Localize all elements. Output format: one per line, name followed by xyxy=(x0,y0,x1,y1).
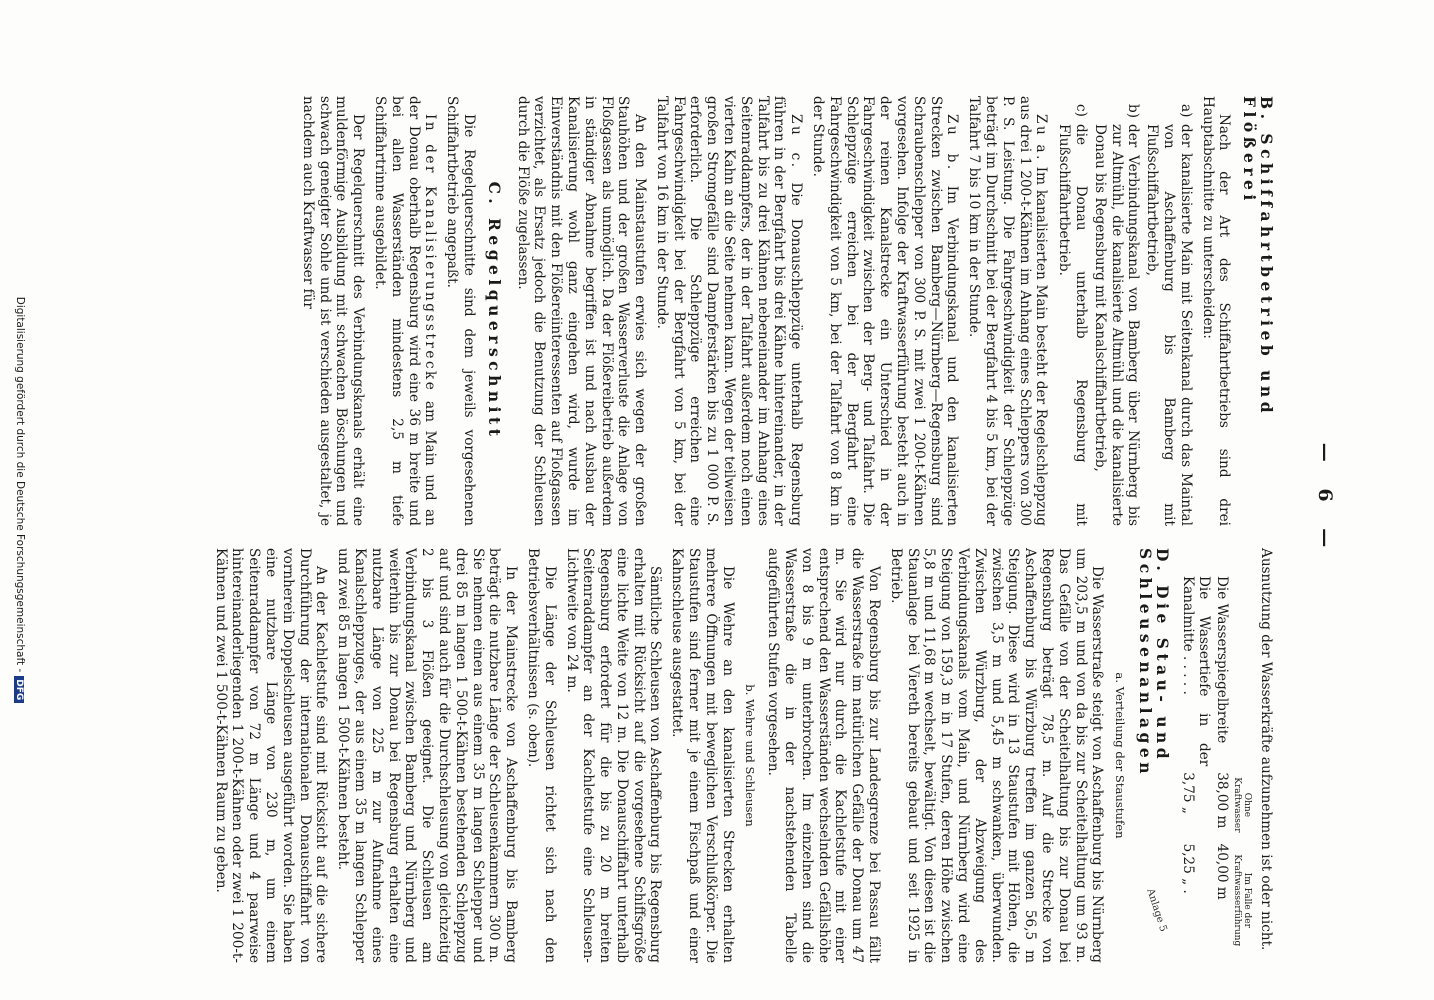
list-marker: a) xyxy=(1177,104,1194,118)
digitization-footer xyxy=(14,0,26,1000)
list-item xyxy=(1055,96,1089,526)
section-c-paragraph-1: Die Regelquerschnitte sind dem jeweils vorgesehenen Schiffahrtbetrieb angepaßt. xyxy=(444,96,477,526)
paragraph-lead: Zu c. xyxy=(788,114,805,170)
cell-value: 3,75 „ xyxy=(1179,772,1196,814)
paragraph-lead: Zu b. xyxy=(944,114,961,172)
operation-sections-list xyxy=(1055,96,1193,526)
table-row xyxy=(1178,576,1213,963)
paragraph-text: Im Verbindungskanal und den kanalisierten Strecken zwischen Bamberg—Nürnberg—Regensburg sind Schraubenschlepper von 300 P. S. mit zwei 1 200-t-Kähnen vorgesehen. Infolge der Kraftwasserführung besteht auch in der reinen Kanalstrecke ein Unterschied in der Fahrgeschwindigkeit zwischen der Berg- und Talfahrt. Die Schleppzüge erreichen bei der Bergfahrt eine Fahrgeschwindigkeit von 5 km, bei der Talfahrt von 8 km in der Stunde. xyxy=(810,96,961,527)
section-c-paragraph-3: Der Regelquerschnitt des Verbindungskanals erhält eine muldenförmige Ausbildung mit schwachen Böschungen und schwach geneigter Sohle und ist verschieden ausgestaltet, je nachdem auch Kraftwasser für xyxy=(299,96,367,526)
section-d-paragraph-7: An der Kachletstufe sind mit Rücksicht auf die sichere Durchführung der internationalen Donauschiffahrt von vornherein Doppelschleusen ausgeführt worden. Sie haben eine nutzbare Länge von 230 m, um einem Seitenraddampfer von 72 m Länge und 4 paarweise hintereinanderliegenden 1 200-t-Kähnen oder zwei 1 200-t-Kähnen und zwei 1 500-t-Kähnen Raum zu geben. xyxy=(212,548,330,963)
margin-note: Anlage 5 xyxy=(1144,887,1169,934)
section-d-paragraph-3: Die Wehre an den kanalisierten Strecken erhalten mehrere Öffnungen mit beweglichen Verschlußkörper. Die Staustufen sind ferner mit je einem Fischpaß und einer Kahnschleuse ausgestattet. xyxy=(669,548,736,963)
section-d-paragraph-4: Sämtliche Schleusen von Aschaffenburg bis Regensburg erhalten mit Rücksicht auf die vorgesehene Schiffsgröße eine lichte Weite von 12 m. Die Donauschiffahrt unterhalb Regensburg erfordert für die bis zu 20 m breiten Seitenraddampfer an der Kachletstufe eine Schleusen-Lichtweite von 24 m. xyxy=(563,548,664,963)
left-column xyxy=(294,96,1274,526)
subheading-b: b. Wehre und Schleusen xyxy=(743,684,758,827)
section-d-paragraph-6: In der Mainstrecke von Aschaffenburg bis Bamberg beträgt die nutzbare Länge der Schleusenkammern 300 m. Sie nehmen einen aus einem 35 m langen Schlepper und drei 85 m langen 1 500-t-Kähnen bestehenden Schleppzug auf und sind auch für die Durchschleusung von gleichzeitig 2 bis 3 Flößen geeignet. Die Schleusen am Verbindungskanal zwischen Bamberg und Nürnberg und weiterhin bis zur Donau bei Regensburg erhalten eine nutzbare Länge von 225 m zur Aufnahme eines Kanalschleppzuges, der aus einem 35 m langen Schlepper und zwei 85 m langen 1 500-t-Kähnen besteht. xyxy=(335,548,520,963)
section-c-heading: C. Regelquerschnitt xyxy=(484,181,504,441)
continuation-text: Ausnutzung der Wasserkräfte aufzunehmen ist oder nicht. xyxy=(1258,548,1274,951)
list-marker: c) xyxy=(1073,104,1090,117)
list-marker: b) xyxy=(1125,104,1142,119)
cell-value: 38,00 m xyxy=(1214,772,1231,829)
right-column xyxy=(207,548,1274,963)
paragraph-text: Die Donauschleppzüge unterhalb Regensburg führen in der Bergfahrt bis drei Kähne hintereinander, in der Talfahrt bis zu drei Kähnen nebeneinander im Anhang eines Seitenraddampfers, der in der Talfahrt außerdem noch einen vierten Kahn an die Seite nehmen kann. Wegen der teilweisen großen Stromgefälle sind Dampferstärken bis zu 1 000 P. S. erforderlich. Die Schleppzüge erreichen eine Fahrgeschwindigkeit bei der Bergfahrt von 5 km, bei der Talfahrt von 16 km in der Stunde. xyxy=(653,96,805,526)
page-number: — 6 — xyxy=(1314,442,1336,558)
paragraph-c xyxy=(653,96,804,526)
paragraph-lead: Zu a. xyxy=(1033,114,1050,162)
section-b-intro: Nach der Art des Schiffahrtbetriebs sind drei Hauptabschnitte zu unterscheiden: xyxy=(1199,96,1233,526)
list-item-text: die Donau unterhalb Regensburg mit Flußschiffahrtbetrieb. xyxy=(1056,124,1090,526)
section-d-paragraph-5: Die Länge der Schleusen richtet sich nach den Betriebsverhältnissen (s. oben). xyxy=(524,548,558,963)
table-header-row xyxy=(1230,576,1252,963)
paragraph-text: am Main und an der Donau oberhalb Regensburg wird eine 36 m breite und bei allen Wasserständen mindestens 2,5 m tiefe Schiffahrtrinne ausgebildet. xyxy=(371,96,439,526)
paragraph-rafting: An den Mainstaustufen erwies sich wegen der großen Stauhöhen und der großen Wasserverluste die Anlage von Floßgassen als unmöglich. Da der Flößereibetrieb außerdem in ständiger Abnahme begriffen ist und nach Ausbau der Kanalisierung wohl ganz eingehen wird, wurde im Einverständnis mit den Flößereiinteressenten auf Floßgassen verzichtet, als Ersatz jedoch die Benutzung der Schleusen durch die Flöße zugelassen. xyxy=(514,96,649,526)
row-label: Die Wasserspiegelbreite xyxy=(1214,576,1231,744)
footer-text: Digitalisierung gefördert durch die Deutsche Forschungsgemeinschaft - xyxy=(14,296,26,673)
list-item xyxy=(1091,96,1141,526)
column-header: Ohne Kraftwasser xyxy=(1232,777,1253,833)
section-b-heading: B. Schiffahrtbetrieb und Flößerei xyxy=(1240,96,1276,418)
list-item xyxy=(1143,96,1193,526)
row-label: Die Wassertiefe in der Kanalmitte . . . . . xyxy=(1179,576,1213,767)
dfg-logo: DFG xyxy=(14,676,24,703)
list-item-text: der kanalisierte Main mit Seitenkanal durch das Maintal von Aschaffenburg bis Bamberg mit Flußschiffahrtbetrieb, xyxy=(1144,124,1194,526)
column-header: Im Falle der Kraftwasserführung xyxy=(1232,854,1253,947)
subheading-a: a. Verteilung der Staustufen xyxy=(1113,672,1128,839)
cell-value: 40,00 m xyxy=(1214,843,1231,900)
cell-value: 5,25 „ . xyxy=(1179,843,1196,894)
section-d-heading: D. Die Stau- und Schleusenanlagen xyxy=(1136,548,1172,778)
section-c-paragraph-2 xyxy=(371,96,438,526)
paragraph-a xyxy=(965,96,1049,526)
paragraph-text: Im kanalisierten Main besteht der Regelschleppzug aus drei 1 200-t-Kähnen im Anhang eines Schleppers von 300 P. S. Leistung. Die Fahrgeschwindigkeit der Schleppzüge beträgt im Durchschnitt bei der Bergfahrt 4 bis 5 km, bei der Talfahrt 7 bis 10 km in der Stunde. xyxy=(966,96,1050,527)
section-d-paragraph-1: Die Wasserstraße steigt von Aschaffenburg bis Nürnberg um 203,5 m und von da bis zur Scheitelhaltung um 93 m. Das Gefälle von der Scheitelhaltung bis zur Donau bei Regensburg beträgt 78,5 m. Auf die Strecke von Aschaffenburg bis Würzburg treffen im ganzen 56,5 m Steigung. Diese wird in 13 Staustufen mit Höhen, die zwischen 3,5 m und 5,45 m schwanken, überwunden. Zwischen Würzburg, der Abzweigung des Verbindungskanals vom Main, und Nürnberg wird eine Steigung von 159,3 m in 17 Stufen, deren Höhe zwischen 5,8 m und 11,68 m wechselt, bewältigt. Von diesen ist die Stauanlage bei Viereth bereits gebaut und seit 1925 in Betrieb. xyxy=(887,548,1106,963)
list-item-text: der Verbindungskanal von Bamberg über Nürnberg bis zur Altmühl, die kanalisierte Altmühl und die kanalisierte Donau bis Regensburg mit Kanalschiffahrtbetrieb, xyxy=(1091,124,1142,526)
paragraph-lead: In der Kanalisierungsstrecke xyxy=(422,114,439,393)
section-d-paragraph-2: Von Regensburg bis zur Landesgrenze bei Passau fällt die Wasserstraße im natürlichen Gefälle der Donau um 47 m. Sie wird nur durch die Kachletstufe mit einer entsprechend den Wasserständen wechselnden Gefällshöhe von 8 bis 9 m unterbrochen. Im einzelnen sind die Wasserstraße die in der nachstehenden Tabelle aufgeführten Stufen vorgesehen. xyxy=(765,548,883,963)
canal-dimensions-table xyxy=(1178,576,1252,963)
paragraph-b xyxy=(809,96,960,526)
table-row xyxy=(1212,576,1230,963)
